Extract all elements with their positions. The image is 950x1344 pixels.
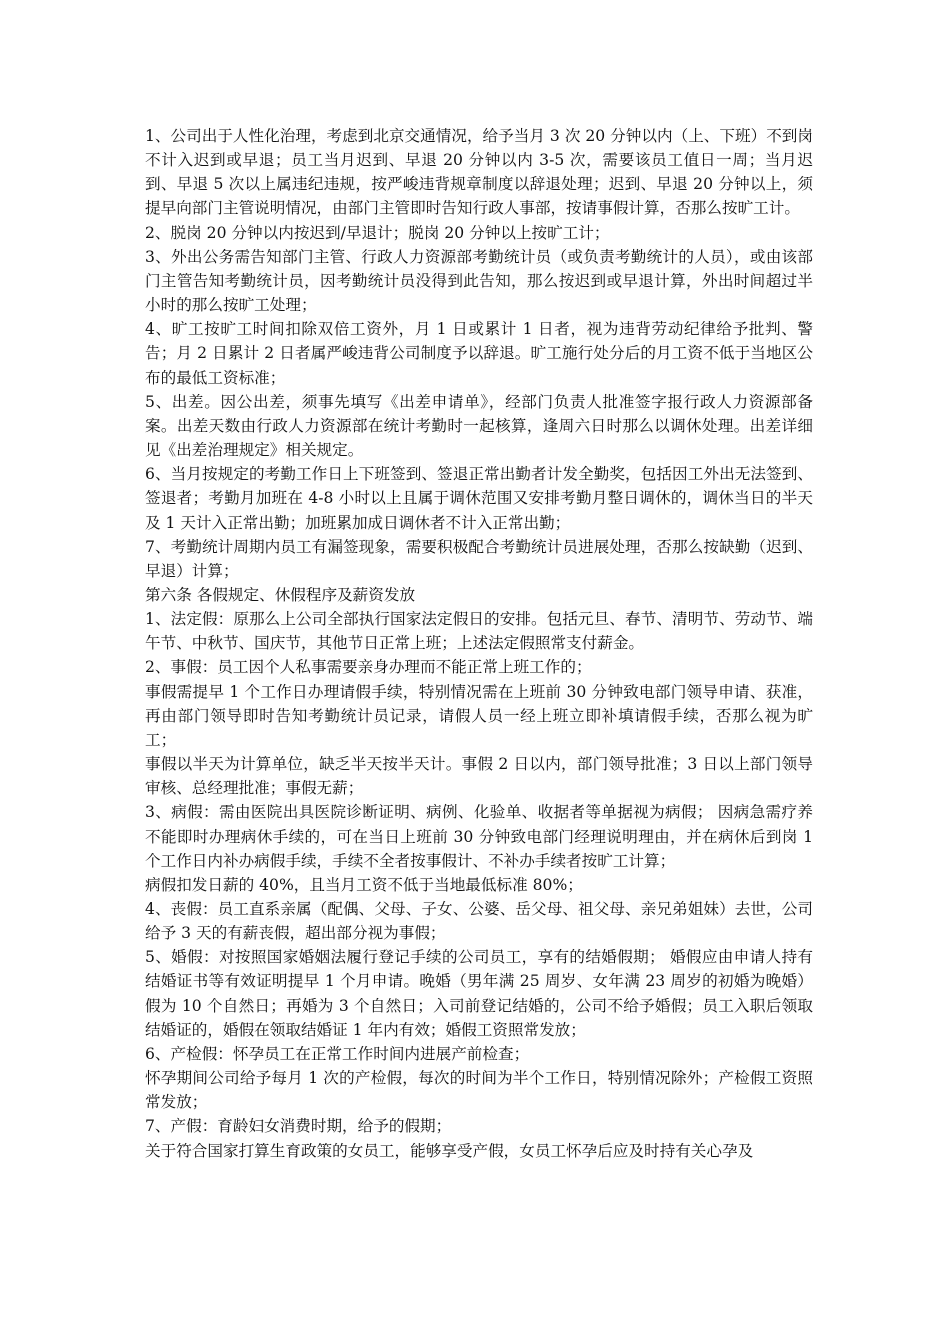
paragraph-lateness-policy: 1、公司出于人性化治理，考虑到北京交通情况，给予当月 3 次 20 分钟以内（上、下班）不到岗不计入迟到或早退；员工当月迟到、早退 20 分钟以内 3-5 次，需要该员工值日一周；当月迟到、早退 5 次以上属违纪违规，按严峻违背规章制度以辞退处理；迟到、早退 20 分钟以上，须提早向部门主管说明情况，由部门主管即时告知行政人事部，按请事假计算，否那么按旷工计。: [145, 127, 813, 218]
paragraph-full-attendance: 6、当月按规定的考勤工作日上下班签到、签退正常出勤者计发全勤奖，包括因工外出无法签到、签退者；考勤月加班在 4-8 小时以上且属于调休范围又安排考勤月整日调休的，调休当日的半天及 1 天计入正常出勤；加班累加成日调休者不计入正常出勤；: [145, 465, 813, 532]
paragraph-personal-leave: 2、事假：员工因个人私事需要亲身办理而不能正常上班工作的；: [145, 658, 592, 677]
paragraph-maternity-leave: 7、产假：育龄妇女消费时期，给予的假期；: [145, 1117, 452, 1136]
paragraph-marriage-leave: 5、婚假：对按照国家婚姻法履行登记手续的公司员工，享有的结婚假期； 婚假应由申请人持有结婚证书等有效证明提早 1 个月申请。晚婚（男年满 25 周岁、女年满 23 周岁的初婚为晚婚）假为 10 个自然日；再婚为 3 个自然日；入司前登记结婚的，公司不给予婚假；员工入职后领取结婚证的，婚假在领取结婚证 1 年内有效；婚假工资照常发放；: [145, 948, 813, 1039]
section-heading-article-6: 第六条 各假规定、休假程序及薪资发放: [145, 585, 416, 604]
paragraph-missed-sign-in: 7、考勤统计周期内员工有漏签现象，需要积极配合考勤统计员进展处理，否那么按缺勤（迟到、早退）计算；: [145, 537, 813, 580]
paragraph-sick-leave-pay: 病假扣发日薪的 40%，且当月工资不低于当地最低标准 80%；: [145, 875, 583, 894]
paragraph-personal-leave-approval: 事假以半天为计算单位，缺乏半天按半天计。事假 2 日以内，部门领导批准；3 日以上部门领导审核、总经理批准；事假无薪；: [145, 755, 813, 798]
paragraph-absence-from-post: 2、脱岗 20 分钟以内按迟到/早退计；脱岗 20 分钟以上按旷工计；: [145, 223, 610, 242]
paragraph-business-outing: 3、外出公务需告知部门主管、行政人力资源部考勤统计员（或负责考勤统计的人员），或由该部门主管告知考勤统计员，因考勤统计员没得到此告知，那么按迟到或早退计算，外出时间超过半小时的那么按旷工处理；: [145, 247, 813, 315]
document-body: [145, 124, 813, 1163]
paragraph-maternity-leave-detail: 关于符合国家打算生育政策的女员工，能够享受产假，女员工怀孕后应及时持有关心孕及: [145, 1141, 754, 1160]
paragraph-absenteeism: 4、旷工按旷工时间扣除双倍工资外，月 1 日或累计 1 日者，视为违背劳动纪律给予批判、警告；月 2 日累计 2 日者属严峻违背公司制度予以辞退。旷工施行处分后的月工资不低于当地区公布的最低工资标准；: [145, 320, 813, 387]
paragraph-prenatal-check-detail: 怀孕期间公司给予每月 1 次的产检假，每次的时间为半个工作日，特别情况除外；产检假工资照常发放；: [145, 1069, 813, 1112]
paragraph-bereavement-leave: 4、丧假：员工直系亲属（配偶、父母、子女、公婆、岳父母、祖父母、亲兄弟姐妹）去世，公司给予 3 天的有薪丧假，超出部分视为事假；: [145, 900, 813, 943]
paragraph-sick-leave: 3、病假：需由医院出具医院诊断证明、病例、化验单、收据者等单据视为病假； 因病急需疗养不能即时办理病休手续的，可在当日上班前 30 分钟致电部门经理说明理由，并在病休后到岗 1 个工作日内补办病假手续，手续不全者按事假计、不补办手续者按旷工计算；: [145, 803, 813, 870]
paragraph-business-trip: 5、出差。因公出差，须事先填写《出差申请单》，经部门负责人批准签字报行政人力资源部备案。出差天数由行政人力资源部在统计考勤时一起核算，逢周六日时那么以调休处理。出差详细见《出差治理规定》相关规定。: [145, 392, 813, 460]
paragraph-personal-leave-procedure: 事假需提早 1 个工作日办理请假手续，特别情况需在上班前 30 分钟致电部门领导申请、获准，再由部门领导即时告知考勤统计员记录，请假人员一经上班立即补填请假手续，否那么视为旷工；: [145, 682, 813, 749]
paragraph-prenatal-check-leave: 6、产检假：怀孕员工在正常工作时间内进展产前检查；: [145, 1044, 530, 1063]
paragraph-statutory-holiday: 1、法定假：原那么上公司全部执行国家法定假日的安排。包括元旦、春节、清明节、劳动节、端午节、中秋节、国庆节，其他节日正常上班；上述法定假照常支付薪金。: [145, 610, 813, 653]
